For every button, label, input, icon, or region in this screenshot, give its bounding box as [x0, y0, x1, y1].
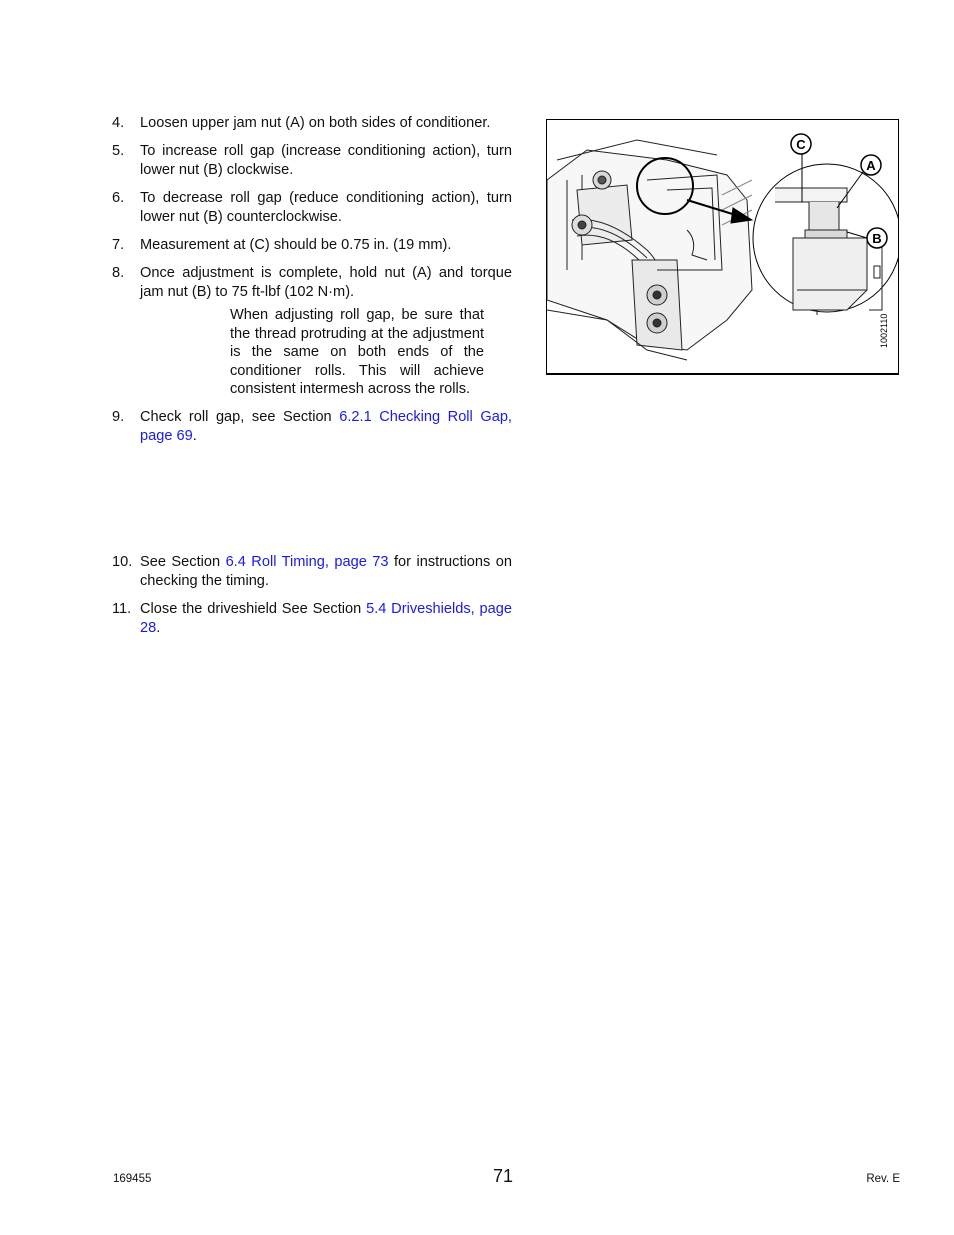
callout-a-label: A	[866, 158, 876, 173]
step-text: Once adjustment is complete, hold nut (A) and torque jam nut (B) to 75 ft-lbf (102 N·m).	[140, 265, 512, 300]
step-text: Check roll gap, see Section 6.2.1 Checking Roll Gap, page 69.	[140, 408, 512, 444]
step-number: 7.	[112, 237, 125, 253]
step-number: 4.	[112, 115, 125, 131]
link-roll-timing[interactable]: 6.4 Roll Timing, page 73	[225, 553, 389, 570]
step-text: To increase roll gap (increase conditioning action), turn lower nut (B) clockwise.	[140, 143, 512, 178]
step-number: 10.	[112, 553, 133, 570]
document-number: 169455	[113, 1173, 152, 1185]
step-number: 11.	[112, 600, 132, 617]
page-footer	[0, 1166, 954, 1196]
note-text: When adjusting roll gap, be sure that the thread protruding at the adjustment is the same on both ends of the conditioner rolls. This will achieve consistent intermesh across the rolls.	[230, 307, 484, 398]
step-6	[112, 189, 512, 227]
step-number: 9.	[112, 408, 125, 425]
step-number: 6.	[112, 190, 125, 206]
callout-c-label: C	[796, 137, 806, 152]
revision-label: Rev. E	[866, 1173, 900, 1185]
step-text: Close the driveshield See Section 5.4 Driveshields, page 28.	[140, 600, 512, 636]
step-text: See Section 6.4 Roll Timing, page 73 for instructions on checking the timing.	[140, 553, 512, 589]
callout-b-label: B	[872, 231, 882, 246]
link-checking-roll-gap[interactable]: 6.2.1 Checking Roll Gap, page 69	[140, 408, 512, 444]
step-number: 8.	[112, 265, 125, 281]
procedure-steps	[112, 114, 512, 638]
conditioner-illustration	[546, 119, 899, 375]
page-number: 71	[493, 1166, 514, 1186]
step-8	[112, 264, 512, 399]
step-11	[112, 600, 512, 638]
step-5	[112, 142, 512, 180]
step-4	[112, 114, 512, 133]
step-text: Measurement at (C) should be 0.75 in. (19 mm).	[140, 237, 452, 253]
step-10	[112, 553, 512, 591]
step-9	[112, 408, 512, 446]
conditioner-drawing	[547, 120, 898, 372]
step-text: To decrease roll gap (reduce conditioning action), turn lower nut (B) counterclockwise.	[140, 190, 512, 225]
step-text: Loosen upper jam nut (A) on both sides of conditioner.	[140, 115, 491, 131]
figure-id: 1002110	[879, 313, 889, 348]
step-7	[112, 236, 512, 255]
step-number: 5.	[112, 143, 125, 159]
link-driveshields[interactable]: 5.4 Driveshields, page 28	[140, 600, 512, 636]
